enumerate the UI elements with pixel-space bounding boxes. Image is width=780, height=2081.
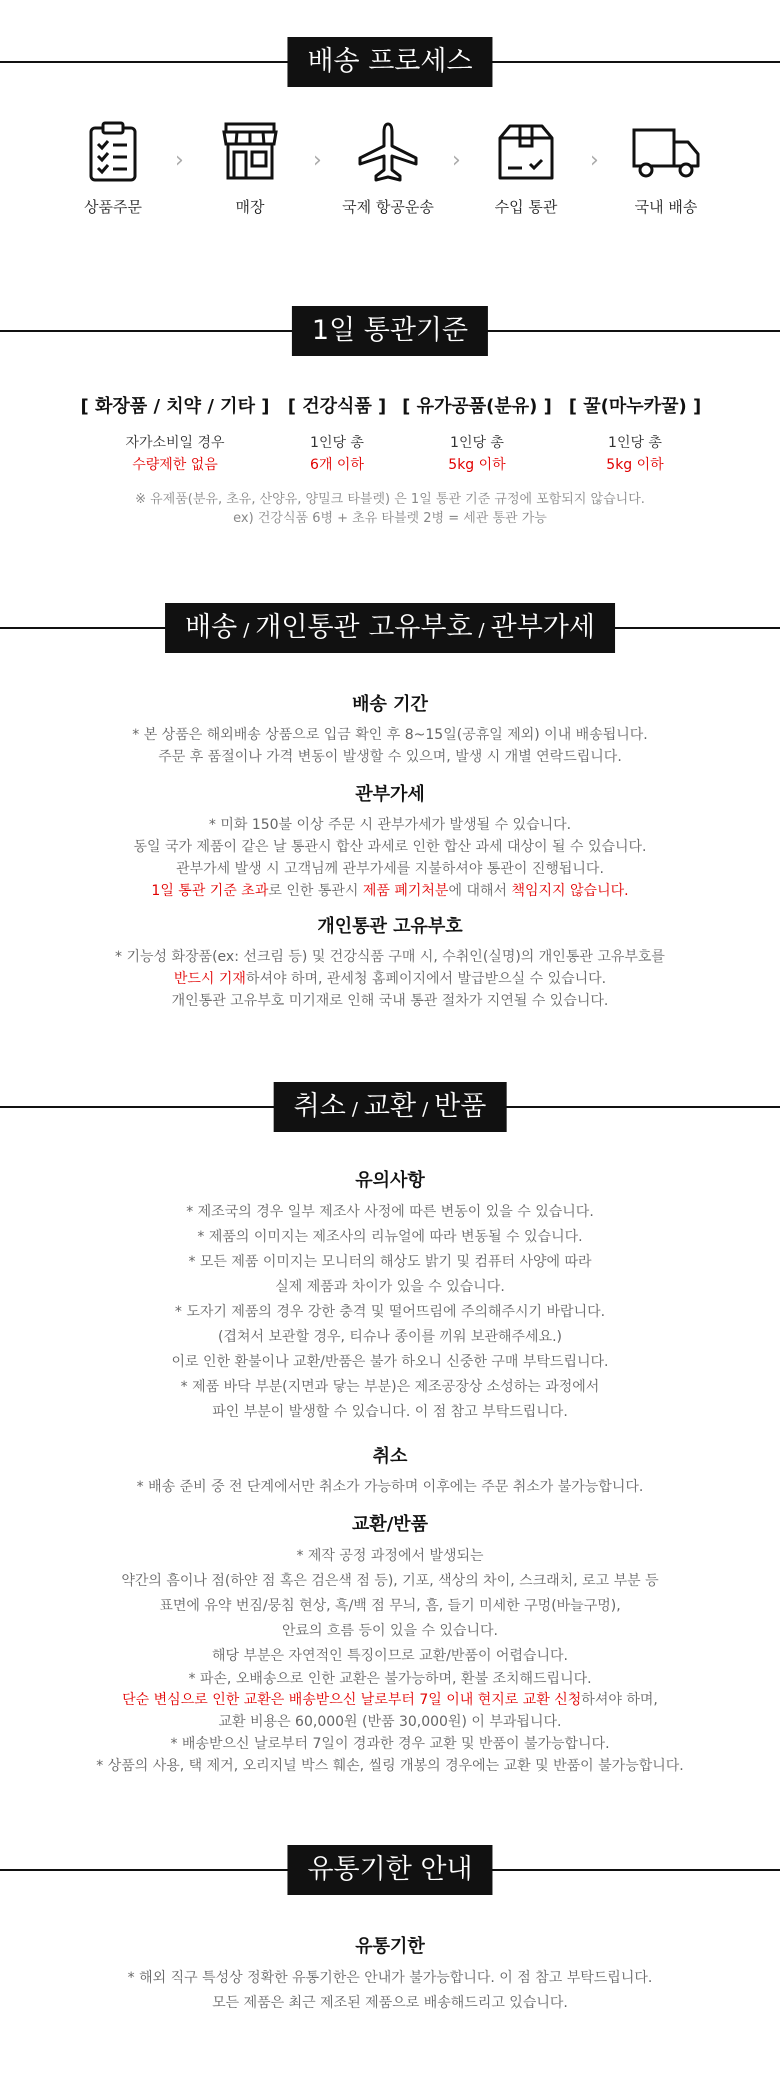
process-step-store — [190, 120, 310, 217]
text: 에 대해서 — [448, 883, 512, 899]
chevron-right-icon: › — [452, 148, 461, 173]
block-line: 표면에 유약 번짐/뭉침 현상, 흑/백 점 무늬, 흠, 들기 미세한 구멍(바늘구멍), — [159, 1598, 621, 1614]
customs-note — [0, 490, 780, 528]
block-line: * 본 상품은 해외배송 상품으로 입금 확인 후 8~15일(공휴일 제외) 이내 배송됩니다. — [132, 727, 648, 743]
warning-text: 책임지지 않습니다. — [511, 883, 629, 899]
customs-category-heading: [ 건강식품 ] — [287, 396, 387, 417]
section-header-shipping-process — [0, 37, 780, 87]
block-line: 동일 국가 제품이 같은 날 통관시 합산 과세로 인한 합산 과세 대상이 될 수 있습니다. — [133, 839, 647, 855]
customs-category-cosmetics — [80, 392, 270, 474]
section-title: 1일 통관기준 — [292, 306, 488, 356]
section-title: 유통기한 안내 — [287, 1845, 492, 1895]
section-title-part: 배송 — [185, 612, 238, 643]
customs-note-line: ex) 건강식품 6병 + 초유 타블렛 2병 = 세관 통관 가능 — [233, 511, 547, 526]
process-step-import-customs — [466, 120, 586, 217]
chevron-right-icon: › — [313, 148, 322, 173]
shipping-period-block — [0, 690, 780, 768]
section-title-part: 교환 — [363, 1091, 417, 1122]
section-title — [274, 1082, 507, 1132]
warning-text: 1일 통관 기준 초과 — [151, 883, 269, 899]
exchange-block — [0, 1510, 780, 1777]
customs-category-condition: 1인당 총 — [310, 435, 364, 451]
block-line: 약간의 흠이나 점(하얀 점 혹은 검은색 점 등), 기포, 색상의 차이, 스크래치, 로고 부분 등 — [121, 1573, 659, 1589]
customs-category-limit: 5kg 이하 — [606, 457, 664, 473]
block-heading: 관부가세 — [355, 784, 425, 805]
section-title-separator: / — [422, 1099, 429, 1120]
block-heading: 교환/반품 — [351, 1514, 429, 1535]
store-icon — [218, 120, 282, 184]
block-line — [0, 880, 780, 902]
block-heading: 취소 — [372, 1446, 408, 1467]
process-step-label: 수입 통관 — [494, 198, 558, 216]
duties-block — [0, 780, 780, 902]
precautions-block — [0, 1166, 780, 1425]
customs-category-health-food — [283, 392, 391, 474]
block-line: 파인 부분이 발생할 수 있습니다. 이 점 참고 부탁드립니다. — [212, 1404, 568, 1420]
block-line: * 제작 공정 과정에서 발생되는 — [296, 1548, 484, 1564]
process-step-label: 매장 — [235, 198, 265, 216]
customs-category-condition: 1인당 총 — [450, 435, 504, 451]
block-line: * 미화 150불 이상 주문 시 관부가세가 발생될 수 있습니다. — [208, 817, 572, 833]
customs-category-dairy — [402, 392, 552, 474]
customs-note-line: ※ 유제품(분유, 초유, 산양유, 양밀크 타블렛) 은 1일 통관 기준 규정에 포함되지 않습니다. — [135, 492, 645, 507]
section-header-expiry — [0, 1845, 780, 1895]
customs-category-condition: 1인당 총 — [608, 435, 662, 451]
block-line: 이로 인한 환불이나 교환/반품은 불가 하오니 신중한 구매 부탁드립니다. — [171, 1354, 609, 1370]
process-step-label: 국내 배송 — [634, 198, 698, 216]
expiry-block — [0, 1932, 780, 2016]
clipboard-checklist-icon — [83, 120, 143, 184]
section-header-cancel-exchange — [0, 1082, 780, 1132]
block-line: 교환 비용은 60,000원 (반품 30,000원) 이 부과됩니다. — [218, 1714, 562, 1730]
section-title-separator: / — [243, 620, 250, 641]
customs-category-limit: 5kg 이하 — [448, 457, 506, 473]
block-line: * 도자기 제품의 경우 강한 충격 및 떨어뜨림에 주의해주시기 바랍니다. — [174, 1304, 606, 1320]
block-line: 모든 제품은 최근 제조된 제품으로 배송해드리고 있습니다. — [212, 1995, 568, 2011]
block-line: 실제 제품과 차이가 있을 수 있습니다. — [275, 1279, 505, 1295]
block-line: * 기능성 화장품(ex: 선크림 등) 및 건강식품 구매 시, 수취인(실명)의 개인통관 고유부호를 — [115, 949, 665, 965]
customs-category-heading: [ 화장품 / 치약 / 기타 ] — [80, 396, 270, 417]
customs-category-limit: 6개 이하 — [310, 457, 364, 473]
customs-category-heading: [ 유가공품(분유) ] — [402, 396, 552, 417]
block-line: * 상품의 사용, 택 제거, 오리지널 박스 훼손, 씰링 개봉의 경우에는 교환 및 반품이 불가능합니다. — [96, 1758, 684, 1774]
block-line: * 해외 직구 특성상 정확한 유통기한은 안내가 불가능합니다. 이 점 참고 부탁드립니다. — [127, 1970, 653, 1986]
section-title: 배송 프로세스 — [287, 37, 492, 87]
cancel-block — [0, 1442, 780, 1498]
warning-text: 제품 폐기처분 — [362, 883, 449, 899]
section-title-part: 취소 — [293, 1091, 346, 1122]
block-line: * 제품의 이미지는 제조사의 리뉴얼에 따라 변동될 수 있습니다. — [197, 1229, 583, 1245]
block-line: * 배송 준비 중 전 단계에서만 취소가 가능하며 이후에는 주문 취소가 불가능합니다. — [136, 1479, 644, 1495]
block-heading: 배송 기간 — [352, 694, 428, 715]
package-box-icon — [494, 120, 558, 184]
block-line: 개인통관 고유부호 미기재로 인해 국내 통관 절차가 지연될 수 있습니다. — [171, 993, 609, 1009]
process-step-label: 국제 항공운송 — [342, 198, 434, 216]
delivery-truck-icon — [630, 120, 702, 184]
chevron-right-icon: › — [175, 148, 184, 173]
block-heading: 유통기한 — [355, 1936, 425, 1957]
process-step-order — [53, 120, 173, 217]
block-line: (겹쳐서 보관할 경우, 티슈나 종이를 끼워 보관해주세요.) — [217, 1329, 563, 1345]
section-title-separator: / — [478, 620, 485, 641]
block-line: * 제품 바닥 부분(지면과 닿는 부분)은 제조공장상 소성하는 과정에서 — [180, 1379, 600, 1395]
customs-category-honey — [565, 392, 705, 474]
block-line: 해당 부분은 자연적인 특징이므로 교환/반품이 어렵습니다. — [212, 1648, 568, 1664]
block-line: * 배송받으신 날로부터 7일이 경과한 경우 교환 및 반품이 불가능합니다. — [170, 1736, 610, 1752]
process-step-label: 상품주문 — [84, 198, 142, 216]
customs-category-condition: 자가소비일 경우 — [125, 435, 225, 451]
block-line: * 파손, 오배송으로 인한 교환은 불가능하며, 환불 조치해드립니다. — [188, 1671, 592, 1687]
section-header-one-day-customs — [0, 306, 780, 356]
section-header-shipping-customs — [0, 603, 780, 653]
block-line: 주문 후 품절이나 가격 변동이 발생할 수 있으며, 발생 시 개별 연락드립니다. — [158, 749, 622, 765]
chevron-right-icon: › — [590, 148, 599, 173]
section-title — [165, 603, 615, 653]
warning-text: 단순 변심으로 인한 교환은 배송받으신 날로부터 7일 이내 현지로 교환 신청 — [122, 1692, 582, 1708]
warning-text: 반드시 기재 — [173, 971, 246, 987]
text: 하셔야 하며, 관세청 홈페이지에서 발급받으실 수 있습니다. — [245, 971, 607, 987]
block-line — [0, 1689, 780, 1711]
block-line: 안료의 흐름 등이 있을 수 있습니다. — [281, 1623, 499, 1639]
section-title-part: 반품 — [434, 1091, 487, 1122]
text: 하셔야 하며, — [581, 1692, 658, 1708]
personal-customs-block — [0, 912, 780, 1012]
block-line: 관부가세 발생 시 고객님께 관부가세를 지불하셔야 통관이 진행됩니다. — [176, 861, 604, 877]
block-line: * 모든 제품 이미지는 모니터의 해상도 밝기 및 컴퓨터 사양에 따라 — [188, 1254, 592, 1270]
customs-category-limit: 수량제한 없음 — [132, 457, 218, 473]
process-step-domestic-delivery — [606, 120, 726, 217]
block-line: * 제조국의 경우 일부 제조사 사정에 따른 변동이 있을 수 있습니다. — [186, 1204, 594, 1220]
text: 로 인한 통관시 — [268, 883, 363, 899]
block-heading: 유의사항 — [355, 1170, 425, 1191]
customs-category-heading: [ 꿀(마누카꿀) ] — [568, 396, 702, 417]
section-title-part: 개인통관 고유부호 — [255, 612, 473, 643]
section-title-part: 관부가세 — [490, 612, 595, 643]
block-line — [0, 968, 780, 990]
process-step-air-transport — [328, 120, 448, 217]
section-title-separator: / — [351, 1099, 358, 1120]
airplane-icon — [356, 120, 420, 184]
block-heading: 개인통관 고유부호 — [317, 916, 463, 937]
